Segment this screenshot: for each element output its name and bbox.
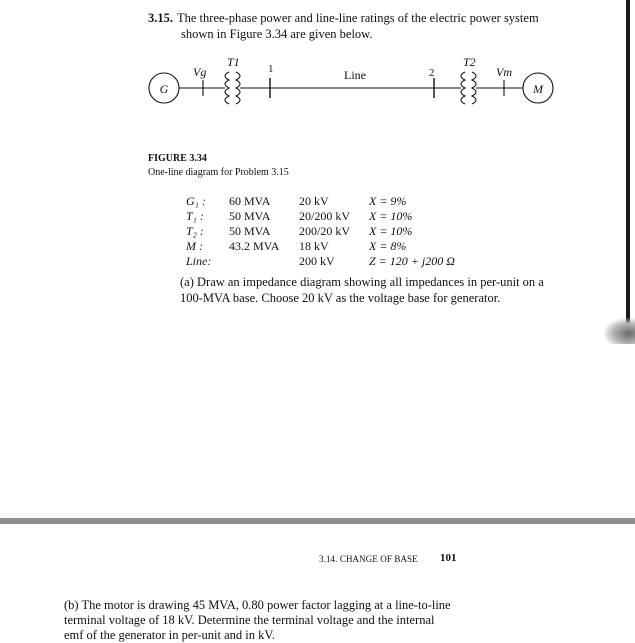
ratings-cell-power: 43.2 MVA — [229, 239, 280, 253]
ratings-cell-value: X = 10% — [369, 209, 413, 223]
ratings-row — [186, 194, 455, 209]
ratings-cell-power — [229, 254, 299, 269]
transformer2-secondary-coil — [472, 72, 476, 104]
transformer1-primary-coil — [225, 72, 229, 104]
ratings-cell-device: M : — [186, 239, 203, 253]
part-b-line-2: terminal voltage of 18 kV. Determine the terminal voltage and the internal — [64, 613, 435, 627]
ratings-cell-device: T₂ : — [186, 224, 204, 238]
ratings-table — [186, 194, 455, 269]
ratings-row — [186, 224, 455, 239]
problem-text-line-2: shown in Figure 3.34 are given below. — [181, 27, 373, 41]
figure-title: FIGURE 3.34 — [148, 153, 207, 164]
ratings-cell-power: 50 MVA — [229, 224, 271, 238]
ratings-cell-voltage: 20/200 kV — [299, 209, 350, 223]
ratings-cell-value: X = 8% — [369, 239, 407, 253]
one-line-diagram — [0, 0, 635, 150]
ratings-cell-device: T₁ : — [186, 209, 204, 223]
scan-shadow — [604, 318, 635, 344]
transformer2-primary-coil — [461, 72, 465, 104]
ratings-cell-device: G₁ : — [186, 194, 206, 208]
ratings-cell-voltage: 200 kV — [299, 254, 335, 268]
transformer2-label: T2 — [463, 55, 476, 69]
part-b-text — [64, 598, 484, 643]
ratings-cell-voltage: 20 kV — [299, 194, 329, 208]
part-a-text — [180, 274, 590, 306]
transformer1-label: T1 — [227, 55, 240, 69]
ratings-cell-power: 60 MVA — [229, 194, 271, 208]
part-b-line-3: emf of the generator in per-unit and in kV. — [64, 628, 275, 642]
transformer1-secondary-coil — [236, 72, 240, 104]
ratings-cell-voltage: 18 kV — [299, 239, 329, 253]
ratings-row — [186, 209, 455, 224]
ratings-cell-value: Z = 120 + j200 Ω — [369, 254, 455, 268]
figure-caption: One-line diagram for Problem 3.15 — [148, 167, 289, 178]
line-label: Line — [344, 68, 366, 82]
ratings-cell-value: X = 9% — [369, 194, 407, 208]
problem-number: 3.15. — [148, 11, 173, 25]
ratings-cell-value: X = 10% — [369, 224, 413, 238]
motor-label: M — [533, 82, 543, 96]
generator-label: G — [159, 82, 169, 96]
ratings-cell-power: 50 MVA — [229, 209, 271, 223]
bus-1-label: 1 — [268, 63, 274, 75]
motor-voltage-label: Vm — [496, 65, 512, 79]
ratings-cell-device: Line: — [186, 254, 212, 268]
ratings-cell-voltage: 200/20 kV — [299, 224, 350, 238]
part-a-line-1: (a) Draw an impedance diagram showing all impedances in per-unit on a — [180, 275, 544, 289]
running-head: 3.14. CHANGE OF BASE — [319, 554, 418, 564]
generator-voltage-label: Vg — [193, 65, 207, 79]
ratings-row — [186, 239, 455, 254]
page-number: 101 — [440, 552, 457, 564]
ratings-row — [186, 254, 455, 269]
part-a-line-2: 100-MVA base. Choose 20 kV as the voltage base for generator. — [180, 291, 501, 305]
part-b-line-1: (b) The motor is drawing 45 MVA, 0.80 power factor lagging at a line-to-line — [64, 598, 451, 612]
bus-2-label: 2 — [429, 67, 435, 79]
problem-text-line-1: The three-phase power and line-line ratings of the electric power system — [177, 11, 539, 25]
